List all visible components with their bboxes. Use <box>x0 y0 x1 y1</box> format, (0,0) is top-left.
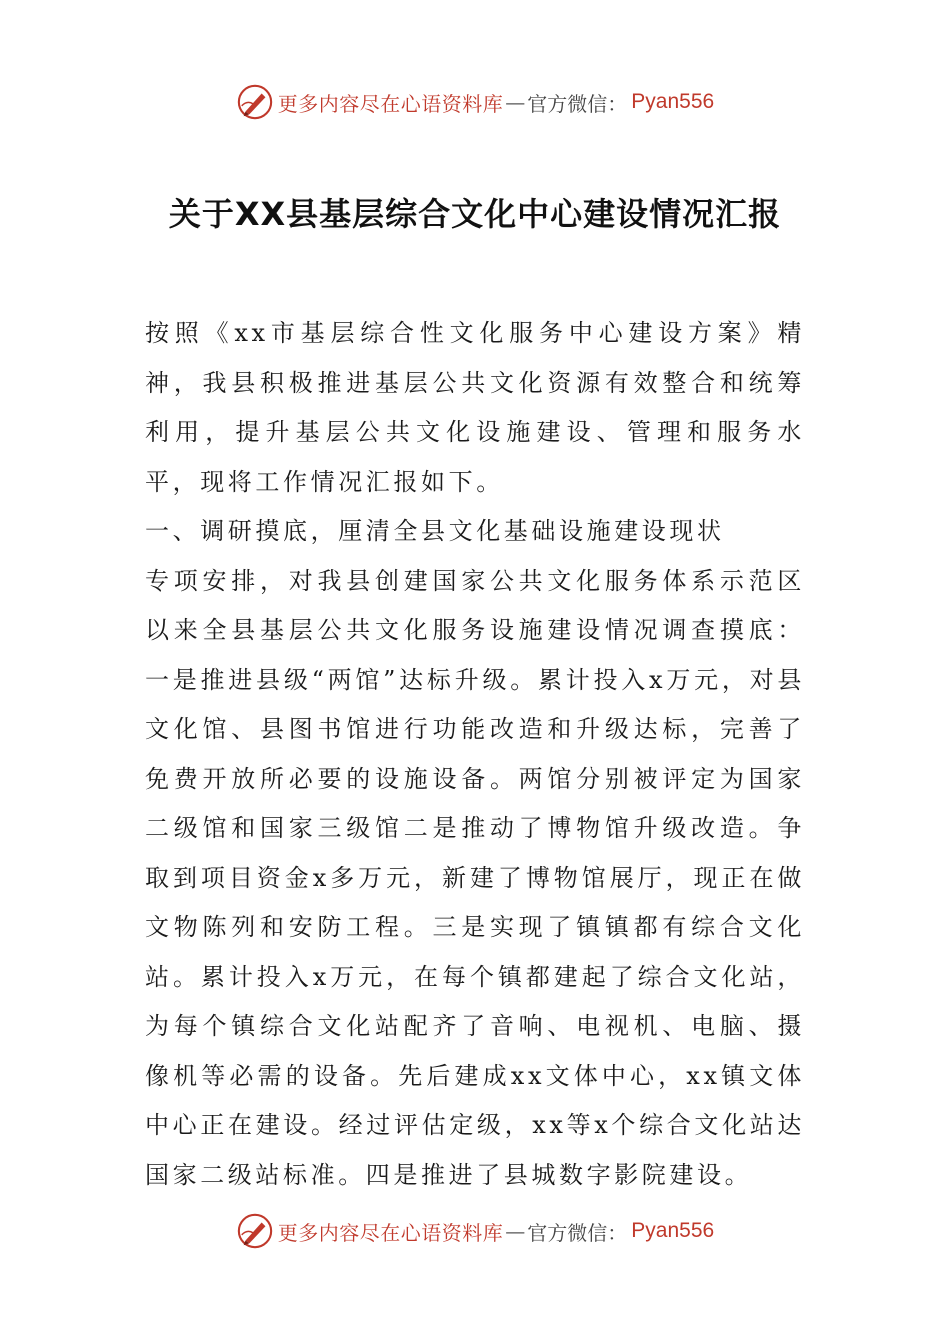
header-banner <box>0 80 950 124</box>
intro-paragraph: 按照《xx市基层综合性文化服务中心建设方案》精神，我县积极推进基层公共文化资源有效整合和统筹利用，提升基层公共文化设施建设、管理和服务水平，现将工作情况汇报如下。 <box>145 319 805 496</box>
banner-wechat-label: 官方微信： <box>527 1220 628 1245</box>
footer-banner <box>0 1209 950 1253</box>
banner-slogan: 更多内容尽在心语资料库 <box>277 91 504 116</box>
section-paragraph: 专项安排，对我县创建国家公共文化服务体系示范区以来全县基层公共文化服务设施建设情况调查摸底：一是推进县级“两馆”达标升级。累计投入x万元，对县文化馆、县图书馆进行功能改造和升级达标，完善了免费开放所必要的设施设备。两馆分别被评定为国家二级馆和国家三级馆二是推动了博物馆升级改造。争取到项目资金x多万元，新建了博物馆展厅，现正在做文物陈列和安防工程。三是实现了镇镇都有综合文化站。累计投入x万元，在每个镇都建起了综合文化站，为每个镇综合文化站配齐了音响、电视机、电脑、摄像机等必需的设备。先后建成xx文体中心，xx镇文体中心正在建设。经过评估定级，xx等x个综合文化站达国家二级站标准。四是推进了县城数字影院建设。 <box>145 566 805 1189</box>
document-title: 关于XX县基层综合文化中心建设情况汇报 <box>168 195 782 234</box>
banner-wechat-id: Pyan556 <box>631 90 715 113</box>
banner-separator: — <box>505 1219 526 1243</box>
banner-slogan: 更多内容尽在心语资料库 <box>277 1220 504 1245</box>
pen-logo-icon <box>236 83 274 121</box>
section-heading: 一、调研摸底，厘清全县文化基础设施建设现状 <box>145 517 725 545</box>
banner-wechat-label: 官方微信： <box>527 91 628 116</box>
pen-logo-icon <box>236 1212 274 1250</box>
banner-wechat-id: Pyan556 <box>631 1219 715 1242</box>
document-body <box>145 309 805 1200</box>
banner-separator: — <box>505 90 526 114</box>
